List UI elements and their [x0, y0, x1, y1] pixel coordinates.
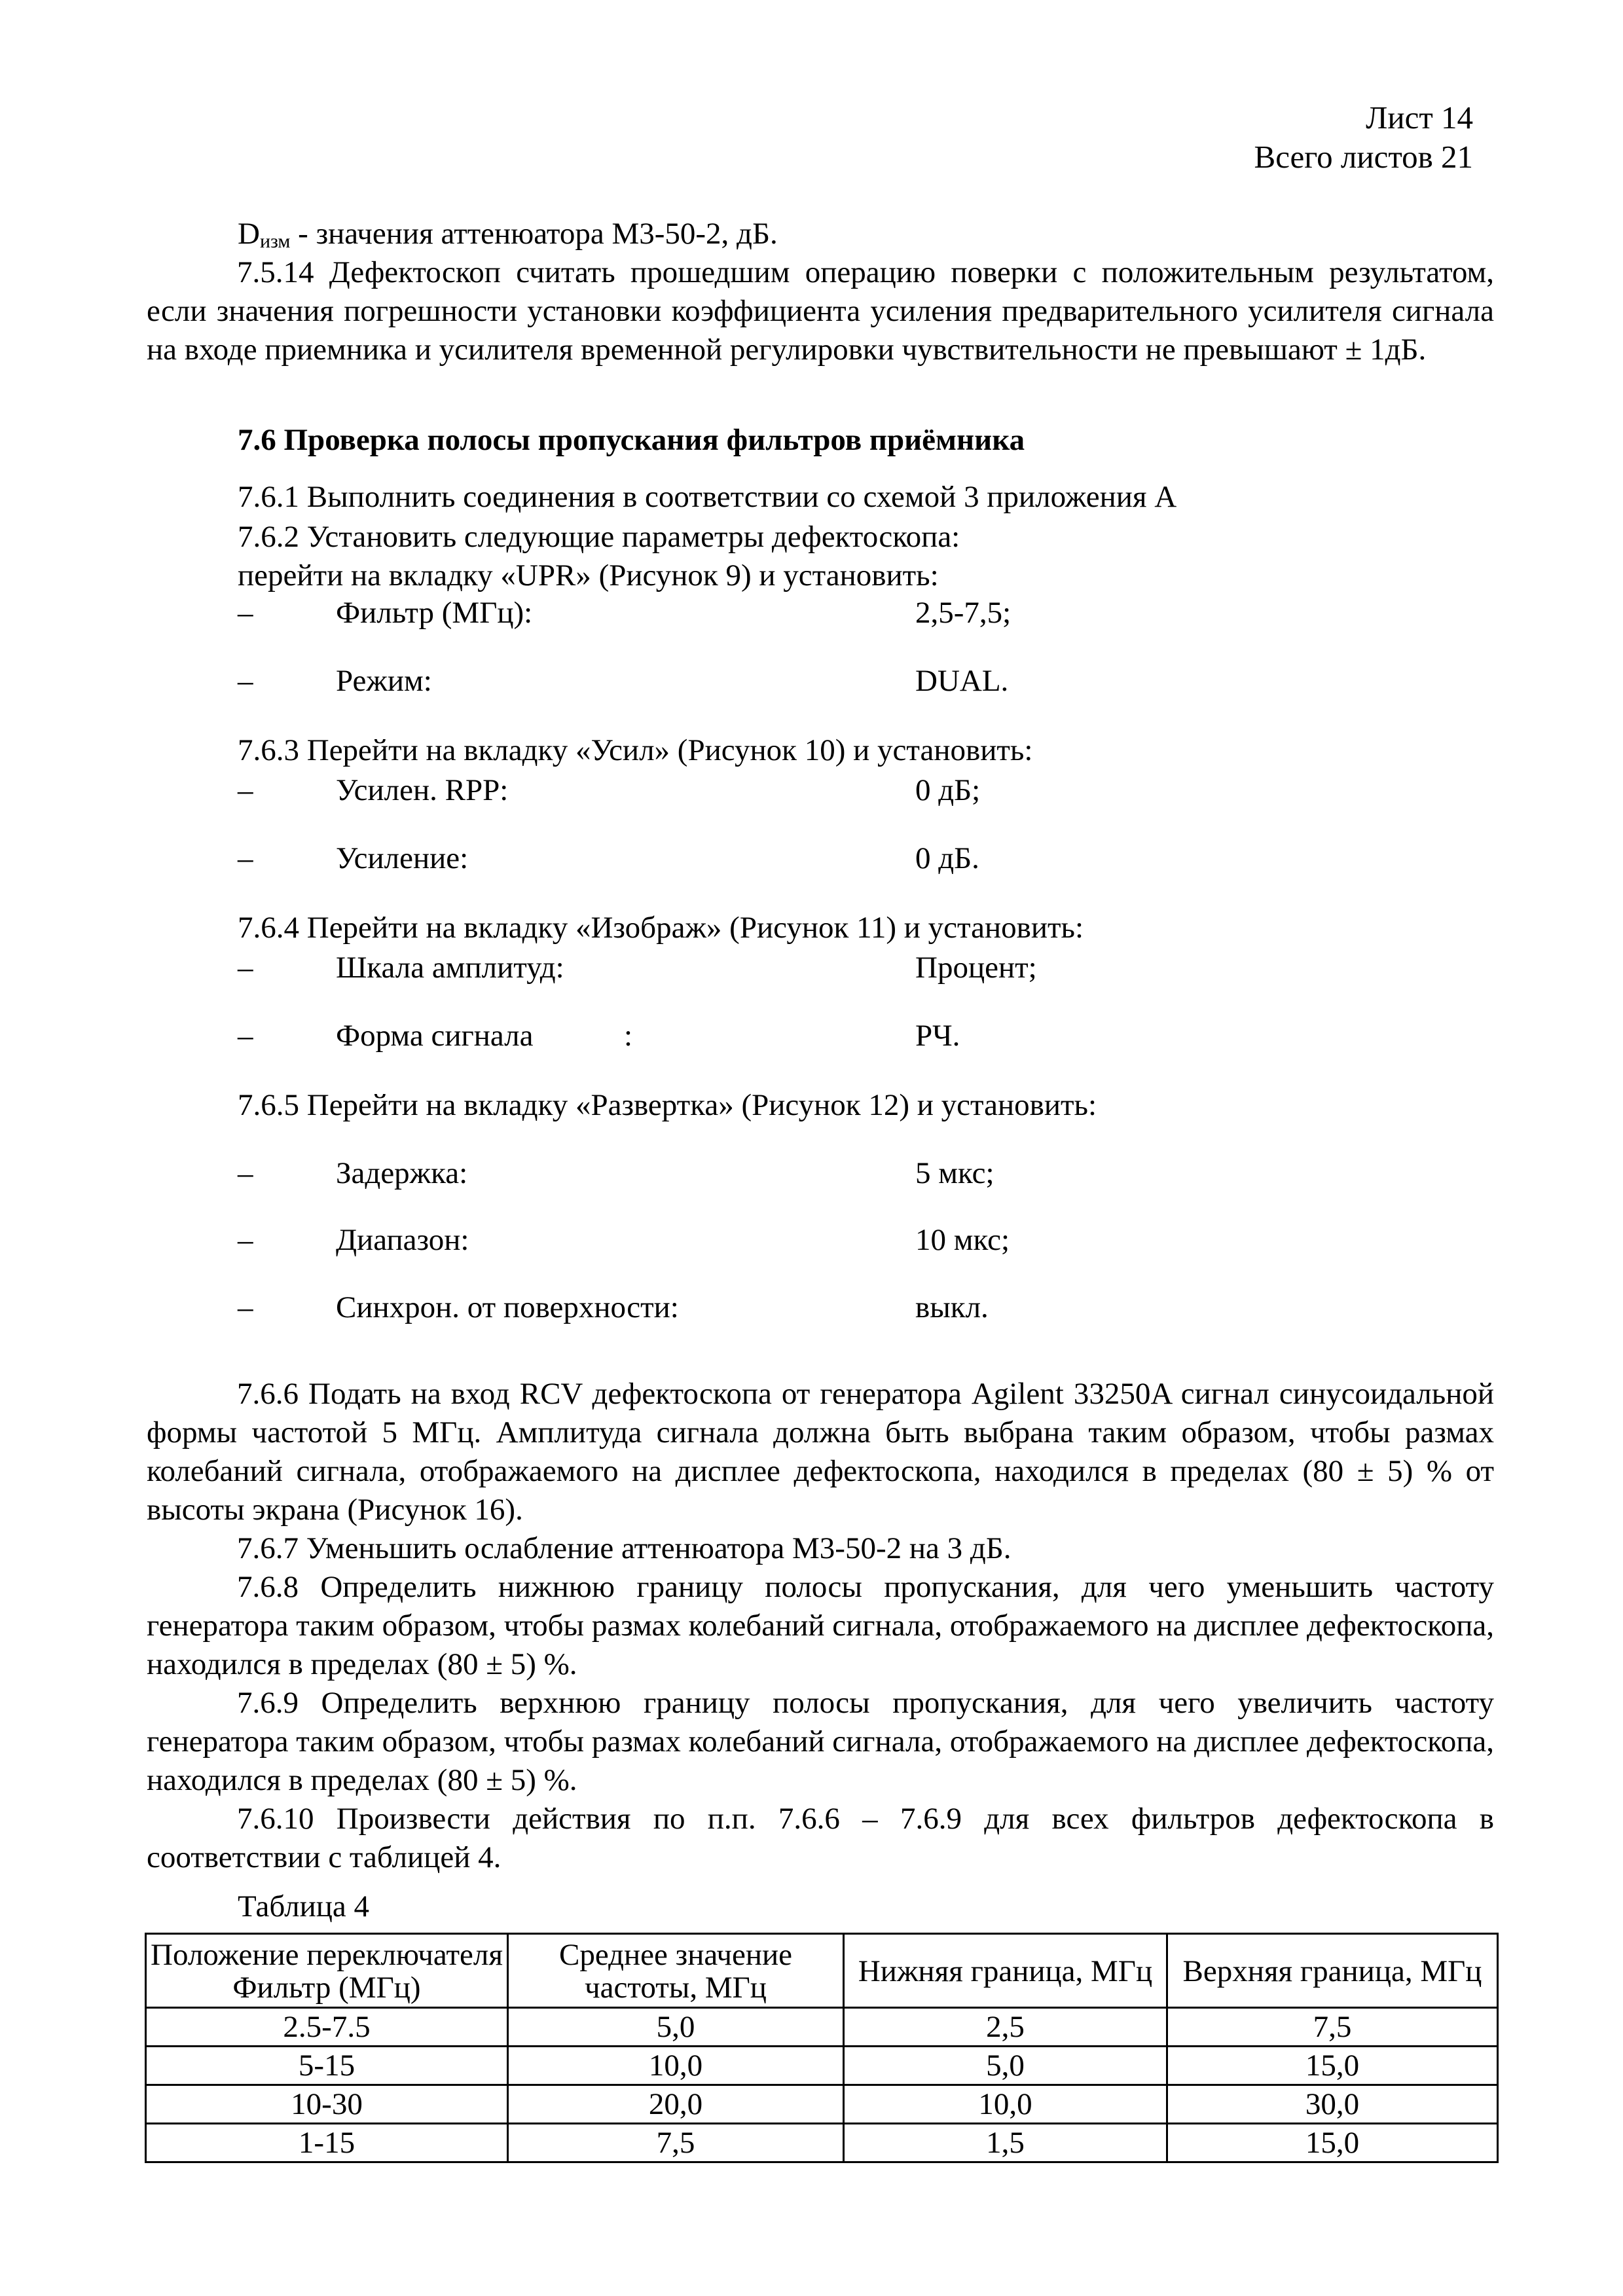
table-header-cell: Верхняя граница, МГц: [1167, 1934, 1498, 2008]
param-label: Форма сигнала: [336, 1019, 534, 1053]
param-label: Задержка:: [336, 1156, 468, 1190]
list-item: [238, 594, 1351, 633]
param-value: РЧ.: [915, 1019, 960, 1053]
list-dash: –: [238, 773, 253, 807]
param-value: 5 мкс;: [915, 1156, 994, 1190]
step-7-6-1: 7.6.1 Выполнить соединения в соответствии со схемой 3 приложения А: [238, 480, 1177, 514]
paragraph-7-6-8: 7.6.8 Определить нижнюю границу полосы пропускания, для чего уменьшить частоту генератора таким образом, чтобы размах колебаний сигнала, отображаемого на дисплее дефектоскопа, находился в пределах (80 ± 5) %.: [147, 1570, 1494, 1681]
table-cell: 1-15: [146, 2124, 508, 2162]
param-value: 0 дБ.: [915, 841, 979, 875]
list-item: [238, 1288, 1351, 1328]
list-dash: –: [238, 1019, 253, 1053]
list-item: [238, 771, 1351, 811]
table-header-cell: Положение переключателя Фильтр (МГц): [146, 1934, 508, 2008]
param-value: Процент;: [915, 951, 1037, 985]
list-item: [238, 662, 1351, 701]
d-description: - значения аттенюатора М3-50-2, дБ.: [290, 217, 778, 251]
section-title: 7.6 Проверка полосы пропускания фильтров приёмника: [238, 423, 1025, 457]
list-item: [238, 949, 1351, 988]
table-cell: 7,5: [1167, 2008, 1498, 2047]
param-label: Режим:: [336, 664, 432, 698]
table-header-row: [146, 1934, 1498, 2008]
table-cell: 10,0: [508, 2047, 844, 2085]
step-7-6-5: 7.6.5 Перейти на вкладку «Развертка» (Рисунок 12) и установить:: [238, 1088, 1097, 1122]
table-cell: 5,0: [844, 2047, 1167, 2085]
table-cell: 30,0: [1167, 2085, 1498, 2124]
list-item: [238, 839, 1351, 879]
paragraph-7-6-9: 7.6.9 Определить верхнюю границу полосы пропускания, для чего увеличить частоту генератора таким образом, чтобы размах колебаний сигнала, отображаемого на дисплее дефектоскопа, находился в пределах (80 ± 5) %.: [147, 1686, 1494, 1797]
param-value: 2,5-7,5;: [915, 596, 1012, 630]
table-cell: 15,0: [1167, 2124, 1498, 2162]
list-dash: –: [238, 1290, 253, 1324]
filter-table: [145, 1933, 1499, 2163]
param-value: 10 мкс;: [915, 1223, 1010, 1257]
table-cell: 7,5: [508, 2124, 844, 2162]
table-cell: 15,0: [1167, 2047, 1498, 2085]
d-symbol: D: [238, 217, 260, 251]
list-dash: –: [238, 1156, 253, 1190]
table-cell: 2.5-7.5: [146, 2008, 508, 2047]
paragraph-7-6-7: 7.6.7 Уменьшить ослабление аттенюатора М3-50-2 на 3 дБ.: [237, 1531, 1012, 1565]
table-caption: Таблица 4: [238, 1889, 370, 1923]
table-cell: 2,5: [844, 2008, 1167, 2047]
list-dash: –: [238, 596, 253, 630]
paragraph-7-5-14: 7.5.14 Дефектоскоп считать прошедшим операцию поверки с положительным результатом, если значения погрешности установки коэффициента усиления предварительного усилителя сигнала на входе приемника и усилителя временной регулировки чувствительности не превышают ± 1дБ.: [147, 255, 1494, 367]
list-dash: –: [238, 841, 253, 875]
step-7-6-3: 7.6.3 Перейти на вкладку «Усил» (Рисунок 10) и установить:: [238, 733, 1033, 767]
list-dash: –: [238, 1223, 253, 1257]
paragraph-7-6-6: 7.6.6 Подать на вход RCV дефектоскопа от генератора Agilent 33250A сигнал синусоидальной формы частотой 5 МГц. Амплитуда сигнала должна быть выбрана таким образом, чтобы размах колебаний сигнала, отображаемого на дисплее дефектоскопа, находился в пределах (80 ± 5) % от высоты экрана (Рисунок 16).: [147, 1377, 1494, 1527]
table-cell: 20,0: [508, 2085, 844, 2124]
table-row: [146, 2047, 1498, 2085]
param-label: Усилен. RPP:: [336, 773, 509, 807]
table-cell: 10,0: [844, 2085, 1167, 2124]
table-row: [146, 2124, 1498, 2162]
param-label: Усиление:: [336, 841, 469, 875]
param-colon: :: [624, 1019, 633, 1053]
list-item: [238, 1221, 1351, 1260]
list-item: [238, 1154, 1351, 1194]
total-sheets: Всего листов 21: [1254, 139, 1473, 175]
param-label: Синхрон. от поверхности:: [336, 1290, 679, 1324]
param-value: 0 дБ;: [915, 773, 981, 807]
param-value: выкл.: [915, 1290, 989, 1324]
step-7-6-2-upr: перейти на вкладку «UPR» (Рисунок 9) и установить:: [238, 558, 939, 592]
paragraph-7-6-10: 7.6.10 Произвести действия по п.п. 7.6.6 – 7.6.9 для всех фильтров дефектоскопа в соответствии с таблицей 4.: [147, 1802, 1494, 1874]
table-row: [146, 2008, 1498, 2047]
list-dash: –: [238, 951, 253, 985]
table-row: [146, 2085, 1498, 2124]
step-7-6-4: 7.6.4 Перейти на вкладку «Изображ» (Рисунок 11) и установить:: [238, 911, 1084, 945]
param-label: Шкала амплитуд:: [336, 951, 564, 985]
d-subscript: изм: [259, 230, 291, 252]
table-cell: 5-15: [146, 2047, 508, 2085]
sheet-number: Лист 14: [1366, 100, 1473, 136]
table-header-cell: Среднее значение частоты, МГц: [508, 1934, 844, 2008]
table-header-cell: Нижняя граница, МГц: [844, 1934, 1167, 2008]
param-value: DUAL.: [915, 664, 1009, 698]
param-label: Диапазон:: [336, 1223, 469, 1257]
table-cell: 1,5: [844, 2124, 1167, 2162]
table-cell: 10-30: [146, 2085, 508, 2124]
list-item: [238, 1017, 1351, 1056]
param-label: Фильтр (МГц):: [336, 596, 533, 630]
list-dash: –: [238, 664, 253, 698]
step-7-6-2: 7.6.2 Установить следующие параметры дефектоскопа:: [238, 520, 960, 554]
table-cell: 5,0: [508, 2008, 844, 2047]
